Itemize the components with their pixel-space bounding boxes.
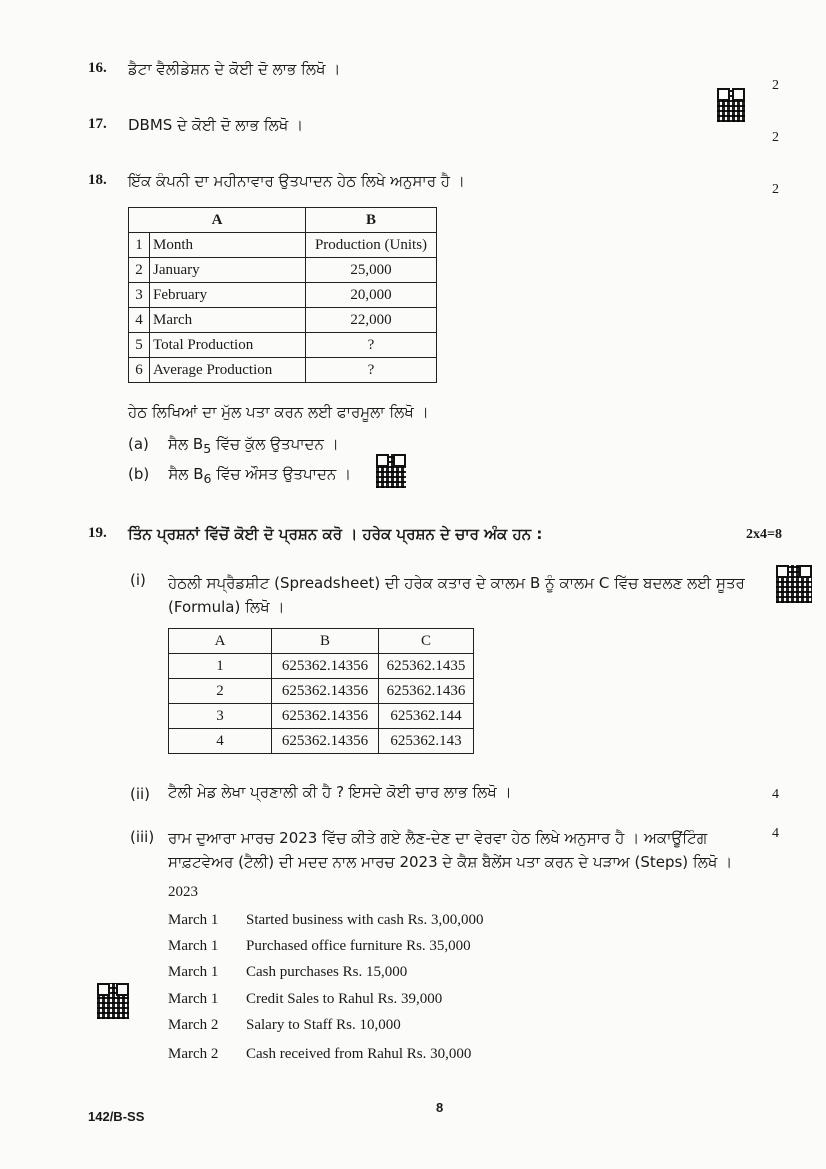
table-cell: 625362.143	[379, 729, 474, 754]
table-row	[169, 729, 474, 754]
list-item	[168, 938, 471, 955]
qr-code-icon	[97, 983, 129, 1019]
q19-iii-label: (iii)	[130, 828, 155, 846]
q16-number: 16.	[88, 60, 107, 76]
table-row	[169, 679, 474, 704]
q19-ii-text: ਟੈਲੀ ਮੇਡ ਲੇਖਾ ਪ੍ਰਣਾਲੀ ਕੀ ਹੈ ? ਇਸਦੇ ਕੋਈ ਚਾਰ ਲਾਭ ਲਿਖੋ ।	[168, 783, 512, 801]
table-cell: Production (Units)	[306, 233, 437, 258]
cell-sub: 5	[203, 441, 212, 456]
table-cell: January	[150, 258, 306, 283]
table-header: B	[272, 629, 379, 654]
table-row	[129, 308, 437, 333]
entry-desc: Salary to Staff Rs. 10,000	[246, 1017, 401, 1033]
q18-part-b	[128, 465, 351, 486]
part-label: (a)	[128, 435, 149, 453]
part-text: ਵਿੱਚ ਔਸਤ ਉਤਪਾਦਨ ।	[211, 465, 352, 483]
q19-number: 19.	[88, 525, 107, 541]
table-header: C	[379, 629, 474, 654]
list-item	[168, 964, 407, 981]
entry-desc: Started business with cash Rs. 3,00,000	[246, 912, 484, 928]
spreadsheet-table	[168, 628, 474, 754]
row-number: 2	[129, 258, 150, 283]
list-item	[168, 912, 484, 929]
entry-date: March 2	[168, 1046, 219, 1062]
table-cell: 625362.1436	[379, 679, 474, 704]
table-cell: 22,000	[306, 308, 437, 333]
list-item	[168, 1046, 471, 1063]
row-number: 1	[129, 233, 150, 258]
table-cell: February	[150, 283, 306, 308]
row-number: 4	[129, 308, 150, 333]
table-cell: Month	[150, 233, 306, 258]
qr-code-icon	[376, 454, 406, 488]
q19-iii-text: ਰਾਮ ਦੁਆਰਾ ਮਾਰਚ 2023 ਵਿੱਚ ਕੀਤੇ ਗਏ ਲੈਣ-ਦੇਣ ਦਾ ਵੇਰਵਾ ਹੇਠ ਲਿਖੇ ਅਨੁਸਾਰ ਹੈ । ਅਕਾਊਂਟਿੰਗ ਸਾਫ਼ਟਵੇਅਰ (ਟੈਲੀ) ਦੀ ਮਦਦ ਨਾਲ ਮਾਰਚ 2023 ਦੇ ਕੈਸ਼ ਬੈਲੇਂਸ ਪਤਾ ਕਰਨ ਦੇ ਪੜਾਅ (Steps) ਲਿਖੋ ।	[168, 829, 733, 871]
cell-sub: 6	[203, 471, 212, 486]
entry-date: March 1	[168, 912, 219, 928]
q19-ii-marks: 4	[772, 787, 779, 802]
qr-code-icon	[717, 88, 745, 122]
table-row	[129, 333, 437, 358]
row-number: 3	[129, 283, 150, 308]
q18-instruction: ਹੇਠ ਲਿਖਿਆਂ ਦਾ ਮੁੱਲ ਪਤਾ ਕਰਨ ਲਈ ਫਾਰਮੂਲਾ ਲਿਖੋ ।	[128, 403, 429, 421]
table-row	[129, 358, 437, 383]
table-cell: 625362.14356	[272, 654, 379, 679]
part-label: (b)	[128, 465, 150, 483]
entry-desc: Purchased office furniture Rs. 35,000	[246, 938, 471, 954]
table-row	[169, 654, 474, 679]
q18-marks: 2	[772, 182, 779, 197]
entry-desc: Cash purchases Rs. 15,000	[246, 964, 408, 980]
q18-part-a	[128, 435, 339, 456]
part-text: ਵਿੱਚ ਕੁੱਲ ਉਤਪਾਦਨ ।	[211, 435, 339, 453]
entry-date: March 2	[168, 1017, 219, 1033]
cell-ref: ਸੈਲ B	[167, 435, 204, 453]
table-cell: March	[150, 308, 306, 333]
production-table	[128, 207, 437, 383]
table-row	[129, 283, 437, 308]
q17-number: 17.	[88, 116, 107, 132]
list-item	[168, 991, 442, 1008]
entry-desc: Cash received from Rahul Rs. 30,000	[246, 1046, 472, 1062]
row-number: 5	[129, 333, 150, 358]
paper-code: 142/B-SS	[88, 1109, 145, 1124]
table-cell: 3	[169, 704, 272, 729]
table-cell: 20,000	[306, 283, 437, 308]
entry-date: March 1	[168, 991, 219, 1007]
q16-marks: 2	[772, 78, 779, 93]
q16-text: ਡੈਟਾ ਵੈਲੀਡੇਸ਼ਨ ਦੇ ਕੋਈ ਦੋ ਲਾਭ ਲਿਖੋ ।	[128, 60, 341, 78]
page-number: 8	[436, 1100, 444, 1115]
table-cell: 4	[169, 729, 272, 754]
q19-marks: 2x4=8	[746, 527, 782, 542]
table-cell: 1	[169, 654, 272, 679]
table-row	[169, 704, 474, 729]
table-cell: Average Production	[150, 358, 306, 383]
entry-desc: Credit Sales to Rahul Rs. 39,000	[246, 991, 443, 1007]
table-cell: Total Production	[150, 333, 306, 358]
q17-marks: 2	[772, 130, 779, 145]
table-cell: 625362.14356	[272, 729, 379, 754]
row-number: 6	[129, 358, 150, 383]
cell-ref: ਸੈਲ B	[168, 465, 204, 483]
entry-date: March 1	[168, 964, 219, 980]
table-cell: 625362.14356	[272, 704, 379, 729]
table-cell: 625362.1435	[379, 654, 474, 679]
table-cell: ?	[306, 333, 437, 358]
table-header: A	[129, 208, 306, 233]
qr-code-icon	[776, 565, 812, 603]
table-header: B	[306, 208, 437, 233]
list-item	[168, 1017, 401, 1034]
table-row	[129, 233, 437, 258]
table-header: A	[169, 629, 272, 654]
table-cell: 25,000	[306, 258, 437, 283]
q19-i-text: ਹੇਠਲੀ ਸਪ੍ਰੈਡਸ਼ੀਟ (Spreadsheet) ਦੀ ਹਰੇਕ ਕਤਾਰ ਦੇ ਕਾਲਮ B ਨੂੰ ਕਾਲਮ C ਵਿੱਚ ਬਦਲਣ ਲਈ ਸੂਤਰ (Formula) ਲਿਖੋ ।	[168, 574, 745, 616]
year-label: 2023	[168, 884, 198, 900]
q18-text: ਇੱਕ ਕੰਪਨੀ ਦਾ ਮਹੀਨਾਵਾਰ ਉਤਪਾਦਨ ਹੇਠ ਲਿਖੇ ਅਨੁਸਾਰ ਹੈ ।	[128, 172, 465, 190]
table-cell: 625362.14356	[272, 679, 379, 704]
table-cell: 2	[169, 679, 272, 704]
table-row	[129, 258, 437, 283]
q19-i-label: (i)	[130, 571, 146, 589]
q19-text: ਤਿੰਨ ਪ੍ਰਸ਼ਨਾਂ ਵਿੱਚੋਂ ਕੋਈ ਦੋ ਪ੍ਰਸ਼ਨ ਕਰੋ । ਹਰੇਕ ਪ੍ਰਸ਼ਨ ਦੇ ਚਾਰ ਅੰਕ ਹਨ :	[128, 525, 543, 543]
table-cell: ?	[306, 358, 437, 383]
table-cell: 625362.144	[379, 704, 474, 729]
q19-iii-marks: 4	[772, 826, 779, 841]
q18-number: 18.	[88, 172, 107, 188]
q19-ii-label: (ii)	[130, 785, 151, 803]
entry-date: March 1	[168, 938, 219, 954]
q17-text: DBMS ਦੇ ਕੋਈ ਦੋ ਲਾਭ ਲਿਖੋ ।	[128, 116, 304, 134]
